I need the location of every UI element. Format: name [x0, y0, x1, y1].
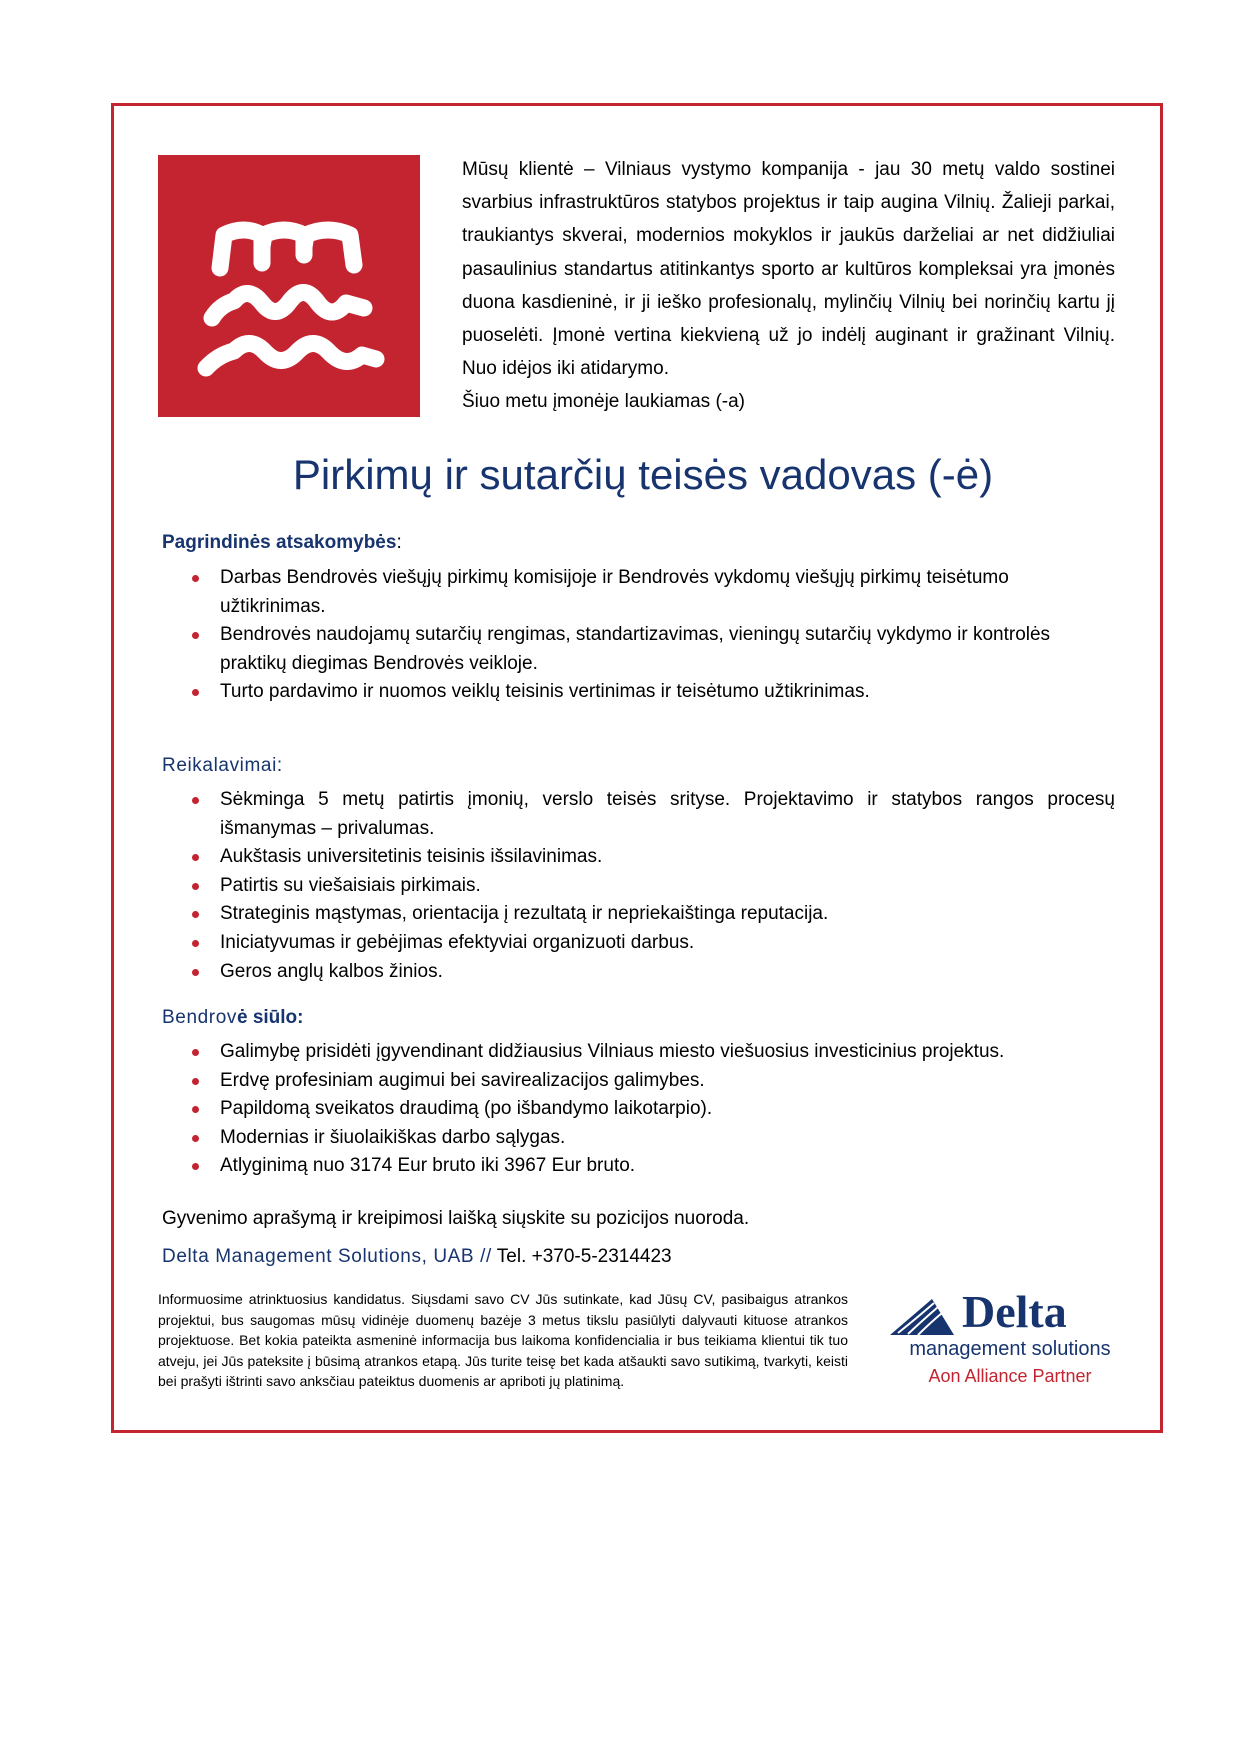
- list-item: Modernias ir šiuolaikiškas darbo sąlygas.: [190, 1124, 1115, 1153]
- application-instruction: Gyvenimo aprašymą ir kreipimosi laišką siųskite su pozicijos nuoroda.: [162, 1208, 750, 1229]
- list-item: Galimybę prisidėti įgyvendinant didžiausius Vilniaus miesto viešuosius investicinius projektus.: [190, 1038, 1115, 1067]
- delta-triangle-logo-icon: [888, 1297, 958, 1337]
- list-item: Patirtis su viešaisiais pirkimais.: [190, 872, 1115, 901]
- list-item: Atlyginimą nuo 3174 Eur bruto iki 3967 Eur bruto.: [190, 1152, 1115, 1181]
- brand-name: Delta: [962, 1286, 1067, 1337]
- list-item: Turto pardavimo ir nuomos veiklų teisinis vertinimas ir teisėtumo užtikrinimas.: [190, 678, 1115, 707]
- vilnius-waves-logo-icon: [158, 155, 420, 417]
- contact-phone[interactable]: Tel. +370-5-2314423: [491, 1246, 672, 1267]
- list-item: Iniciatyvumas ir gebėjimas efektyviai organizuoti darbus.: [190, 929, 1115, 958]
- client-introduction: [462, 153, 1115, 419]
- offer-heading-part1: Bendrov: [162, 1007, 237, 1028]
- requirements-heading: Reikalavimai:: [162, 755, 283, 776]
- list-item: Sėkminga 5 metų patirtis įmonių, verslo teisės srityse. Projektavimo ir statybos rangos procesų išmanymas – privalumas.: [190, 786, 1115, 843]
- list-item: Erdvę profesiniam augimui bei savirealizacijos galimybes.: [190, 1067, 1115, 1096]
- list-item: Strateginis mąstymas, orientacija į rezultatą ir nepriekaištinga reputacija.: [190, 900, 1115, 929]
- requirements-list: [190, 786, 1115, 986]
- privacy-disclaimer: Informuosime atrinktuosius kandidatus. Siųsdami savo CV Jūs sutinkate, kad Jūsų CV, pasibaigus atrankos projektui, bus saugomas mūsų vidinėje duomenų bazėje 3 metus tikslu pasiūlyti dalyvauti kituose atrankos projektuose. Bet kokia pateikta asmeninė informacija bus laikoma konfidencialia ir bus teikiama klientui tik tuo atveju, jei Jūs pateksite į būsimą atrankos etapą. Jūs turite teisę bet kada atšaukti savo sutikimą, tvarkyti, keisti bei prašyti ištrinti savo anksčiau pateiktus duomenis ar apriboti jų platinimą.: [158, 1291, 848, 1390]
- client-logo-icon: [158, 155, 420, 417]
- list-item: Papildomą sveikatos draudimą (po išbandymo laikotarpio).: [190, 1095, 1115, 1124]
- job-title: Pirkimų ir sutarčių teisės vadovas (-ė): [292, 451, 994, 498]
- responsibilities-list: [190, 564, 1115, 707]
- list-item: Bendrovės naudojamų sutarčių rengimas, standartizavimas, vieningų sutarčių vykdymo ir kontrolės praktikų diegimas Bendrovės veikloje.: [190, 621, 1115, 678]
- intro-paragraph: Mūsų klientė – Vilniaus vystymo kompanija - jau 30 metų valdo sostinei svarbius infrastruktūros statybos projektus ir taip augina Vilnių. Žalieji parkai, traukiantys skverai, modernios mokyklos ir jaukūs darželiai ar net didžiuliai pasaulinius standartus atitinkantys sporto ar kultūros kompleksai yra įmonės duona kasdieninė, ir ji ieško profesionalų, mylinčių Vilnių bei norinčių kartu jį puoselėti. Įmonė vertina kiekvieną už jo indėlį auginant ir gražinant Vilnių. Nuo idėjos iki atidarymo.: [462, 159, 1115, 380]
- brand-partner: Aon Alliance Partner: [928, 1366, 1092, 1386]
- responsibilities-heading-text: Pagrindinės atsakomybės: [162, 532, 397, 553]
- responsibilities-heading-colon: :: [396, 532, 402, 553]
- contact-line: [162, 1246, 672, 1268]
- brand-subtitle: management solutions: [909, 1338, 1111, 1360]
- list-item: Geros anglų kalbos žinios.: [190, 958, 1115, 987]
- intro-last-line: Šiuo metu įmonėje laukiamas (-a): [462, 391, 746, 413]
- responsibilities-heading: [162, 532, 402, 554]
- list-item: Aukštasis universitetinis teisinis išsilavinimas.: [190, 843, 1115, 872]
- list-item: Darbas Bendrovės viešųjų pirkimų komisijoje ir Bendrovės vykdomų viešųjų pirkimų teisėtumo užtikrinimas.: [190, 564, 1115, 621]
- offer-heading: [162, 1007, 303, 1029]
- contact-company: Delta Management Solutions, UAB //: [162, 1246, 492, 1267]
- offer-heading-part2: ė siūlo:: [236, 1007, 304, 1028]
- offer-list: [190, 1038, 1115, 1181]
